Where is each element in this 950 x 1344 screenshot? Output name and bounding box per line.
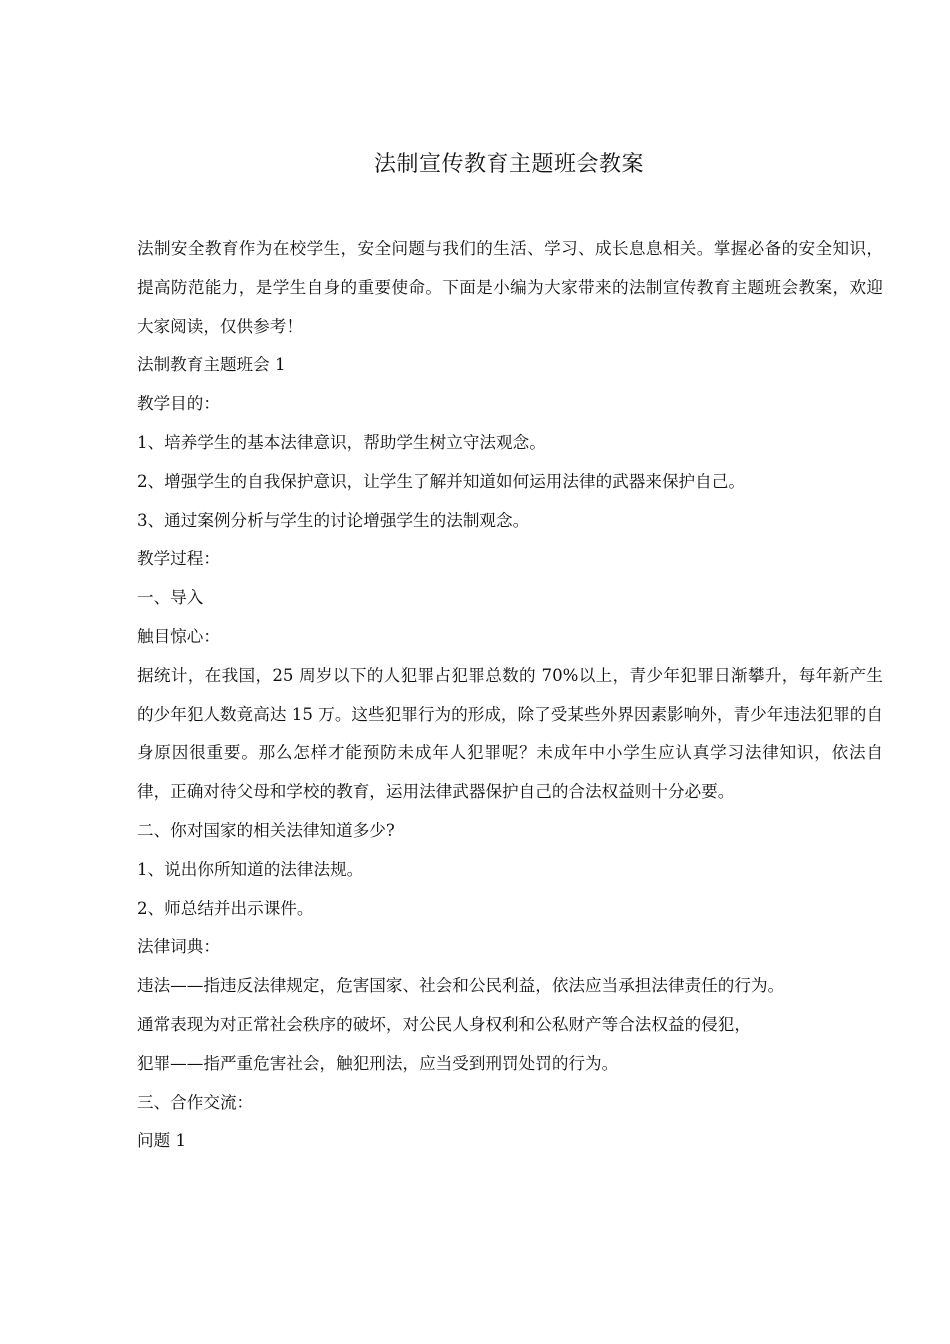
text-line: 触目惊心： [137, 626, 220, 646]
step-heading: 二、你对国家的相关法律知道多少? [137, 820, 395, 840]
section-heading: 法制教育主题班会 1 [137, 355, 286, 375]
intro-paragraph: 法制安全教育作为在校学生，安全问题与我们的生活、学习、成长息息相关。掌握必备的安全知识，提高防范能力，是学生自身的重要使命。下面是小编为大家带来的法制宣传教育主题班会教案，欢迎大家阅读，仅供参考！ [137, 239, 883, 336]
list-item: 2、师总结并出示课件。 [137, 898, 314, 918]
definition-line: 犯罪——指严重危害社会，触犯刑法，应当受到刑罚处罚的行为。 [137, 1053, 619, 1073]
definition-line: 违法——指违反法律规定，危害国家、社会和公民利益，依法应当承担法律责任的行为。 [137, 976, 785, 996]
statistics-paragraph: 据统计，在我国，25 周岁以下的人犯罪占犯罪总数的 70%以上，青少年犯罪日渐攀升，每年新产生的少年犯人数竟高达 15 万。这些犯罪行为的形成，除了受某些外界因素影响外，青少年违法犯罪的自身原因很重要。那么怎样才能预防未成年人犯罪呢？未成年中小学生应认真学习法律知识，依法自律，正确对待父母和学校的教育，运用法律武器保护自己的合法权益则十分必要。 [137, 665, 883, 802]
text-line: 问题 1 [137, 1131, 187, 1151]
subheading-goals: 教学目的： [137, 394, 220, 414]
step-heading: 三、合作交流： [137, 1092, 254, 1112]
goal-item: 2、增强学生的自我保护意识，让学生了解并知道如何运用法律的武器来保护自己。 [137, 471, 745, 491]
subheading-process: 教学过程： [137, 549, 220, 569]
document-body [137, 230, 883, 1161]
document-title: 法制宣传教育主题班会教案 [373, 152, 644, 177]
definition-line: 通常表现为对正常社会秩序的破坏，对公民人身权利和公私财产等合法权益的侵犯， [137, 1014, 751, 1034]
goal-item: 1、培养学生的基本法律意识，帮助学生树立守法观念。 [137, 432, 546, 452]
list-item: 1、说出你所知道的法律法规。 [137, 859, 364, 879]
goal-item: 3、通过案例分析与学生的讨论增强学生的法制观念。 [137, 510, 530, 530]
step-heading: 一、导入 [137, 588, 204, 608]
text-line: 法律词典： [137, 937, 220, 957]
